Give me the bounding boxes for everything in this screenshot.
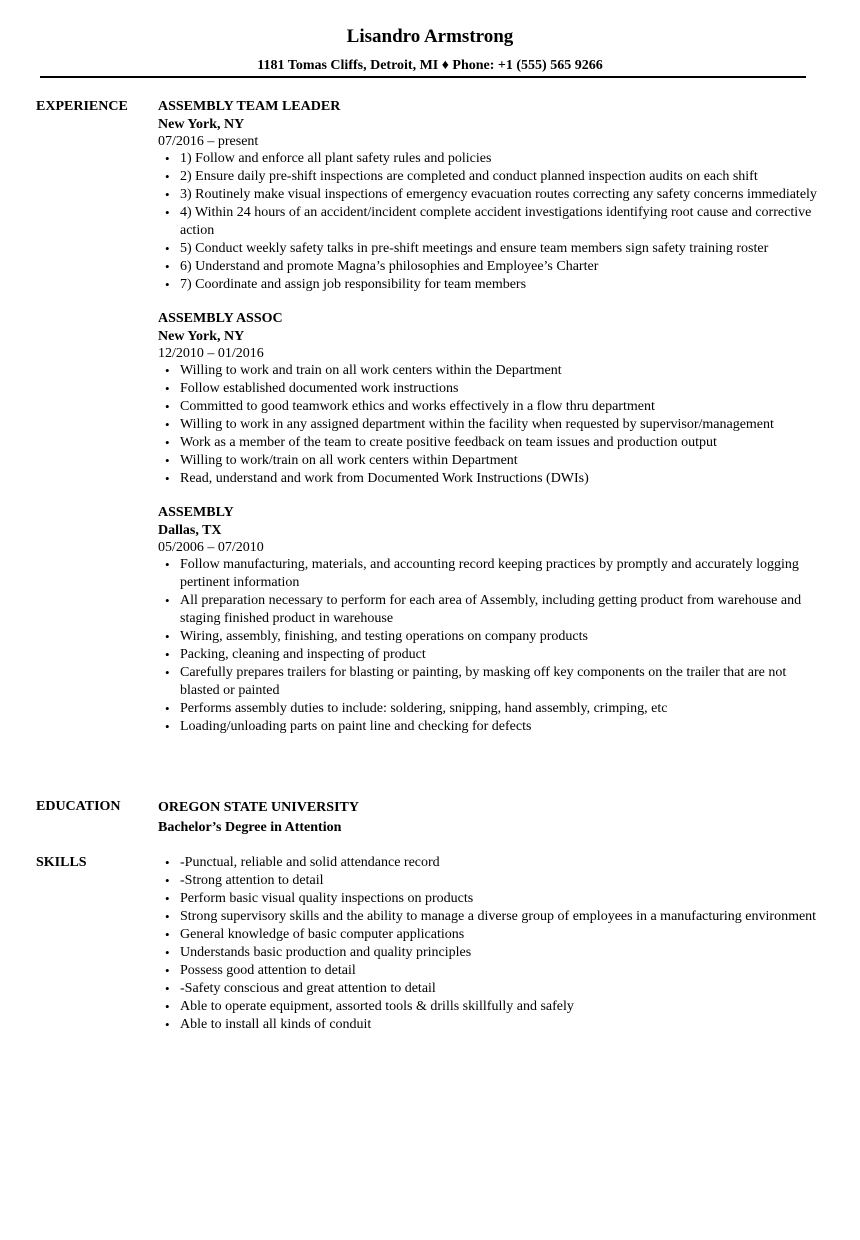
- list-item: • -Safety conscious and great attention to detail: [158, 980, 818, 998]
- job-entry: [158, 310, 818, 488]
- list-item: • Work as a member of the team to create positive feedback on team issues and production output: [158, 434, 818, 452]
- job-entry: [158, 98, 818, 294]
- list-item: • Understands basic production and quality principles: [158, 944, 818, 962]
- list-item: • Carefully prepares trailers for blasting or painting, by masking off key components on the trailer that are not blasted or painted: [158, 664, 818, 700]
- skills-list: [158, 854, 818, 1034]
- list-item: • Committed to good teamwork ethics and works effectively in a flow thru department: [158, 398, 818, 416]
- section-label-skills: SKILLS: [36, 855, 87, 870]
- education-body: [158, 798, 818, 838]
- degree-name: Bachelor’s Degree in Attention: [158, 820, 342, 835]
- list-item: • 1) Follow and enforce all plant safety rules and policies: [158, 150, 818, 168]
- header-divider: [40, 76, 806, 78]
- list-item: • 2) Ensure daily pre-shift inspections are completed and conduct planned inspection audits on each shift: [158, 168, 818, 186]
- list-item: • Willing to work in any assigned department within the facility when requested by supervisor/management: [158, 416, 818, 434]
- list-item: • 4) Within 24 hours of an accident/incident complete accident investigations identifying root cause and corrective action: [158, 204, 818, 240]
- section-label-experience: EXPERIENCE: [36, 99, 128, 114]
- list-item: • Strong supervisory skills and the ability to manage a diverse group of employees in a manufacturing environment: [158, 908, 818, 926]
- list-item: • -Punctual, reliable and solid attendance record: [158, 854, 818, 872]
- list-item: • Performs assembly duties to include: soldering, snipping, hand assembly, crimping, etc: [158, 700, 818, 718]
- list-item: • 5) Conduct weekly safety talks in pre-shift meetings and ensure team members sign safety training roster: [158, 240, 818, 258]
- job-title: ASSEMBLY TEAM LEADER: [158, 99, 341, 114]
- list-item: • Possess good attention to detail: [158, 962, 818, 980]
- list-item: • 7) Coordinate and assign job responsibility for team members: [158, 276, 818, 294]
- list-item: • Willing to work/train on all work centers within Department: [158, 452, 818, 470]
- list-item: • -Strong attention to detail: [158, 872, 818, 890]
- job-entry: [158, 504, 818, 736]
- list-item: • General knowledge of basic computer applications: [158, 926, 818, 944]
- list-item: • Read, understand and work from Documented Work Instructions (DWIs): [158, 470, 818, 488]
- school-name: OREGON STATE UNIVERSITY: [158, 800, 359, 815]
- skills-body: [158, 854, 818, 1034]
- job-title: ASSEMBLY: [158, 505, 234, 520]
- job-duties-list: [158, 362, 818, 488]
- list-item: • Follow manufacturing, materials, and accounting record keeping practices by promptly and accurately logging pertinent information: [158, 556, 818, 592]
- list-item: • Follow established documented work instructions: [158, 380, 818, 398]
- contact-line: 1181 Tomas Cliffs, Detroit, MI ♦ Phone: +1 (555) 565 9266: [257, 58, 603, 73]
- list-item: • Willing to work and train on all work centers within the Department: [158, 362, 818, 380]
- list-item: • Packing, cleaning and inspecting of product: [158, 646, 818, 664]
- candidate-name: Lisandro Armstrong: [346, 26, 514, 47]
- list-item: • Wiring, assembly, finishing, and testing operations on company products: [158, 628, 818, 646]
- job-dates: 12/2010 – 01/2016: [158, 346, 264, 361]
- experience-body: [158, 98, 818, 752]
- list-item: • Able to install all kinds of conduit: [158, 1016, 818, 1034]
- list-item: • Perform basic visual quality inspections on products: [158, 890, 818, 908]
- job-duties-list: [158, 150, 818, 294]
- list-item: • 6) Understand and promote Magna’s philosophies and Employee’s Charter: [158, 258, 818, 276]
- job-location: Dallas, TX: [158, 523, 222, 538]
- list-item: • Loading/unloading parts on paint line and checking for defects: [158, 718, 818, 736]
- list-item: • All preparation necessary to perform for each area of Assembly, including getting product from warehouse and staging finished product in warehouse: [158, 592, 818, 628]
- job-dates: 07/2016 – present: [158, 134, 259, 149]
- section-label-education: EDUCATION: [36, 799, 121, 814]
- job-dates: 05/2006 – 07/2010: [158, 540, 264, 555]
- list-item: • 3) Routinely make visual inspections of emergency evacuation routes correcting any safety concerns immediately: [158, 186, 818, 204]
- list-item: • Able to operate equipment, assorted tools & drills skillfully and safely: [158, 998, 818, 1016]
- job-location: New York, NY: [158, 117, 245, 132]
- job-title: ASSEMBLY ASSOC: [158, 311, 283, 326]
- job-location: New York, NY: [158, 329, 245, 344]
- job-duties-list: [158, 556, 818, 736]
